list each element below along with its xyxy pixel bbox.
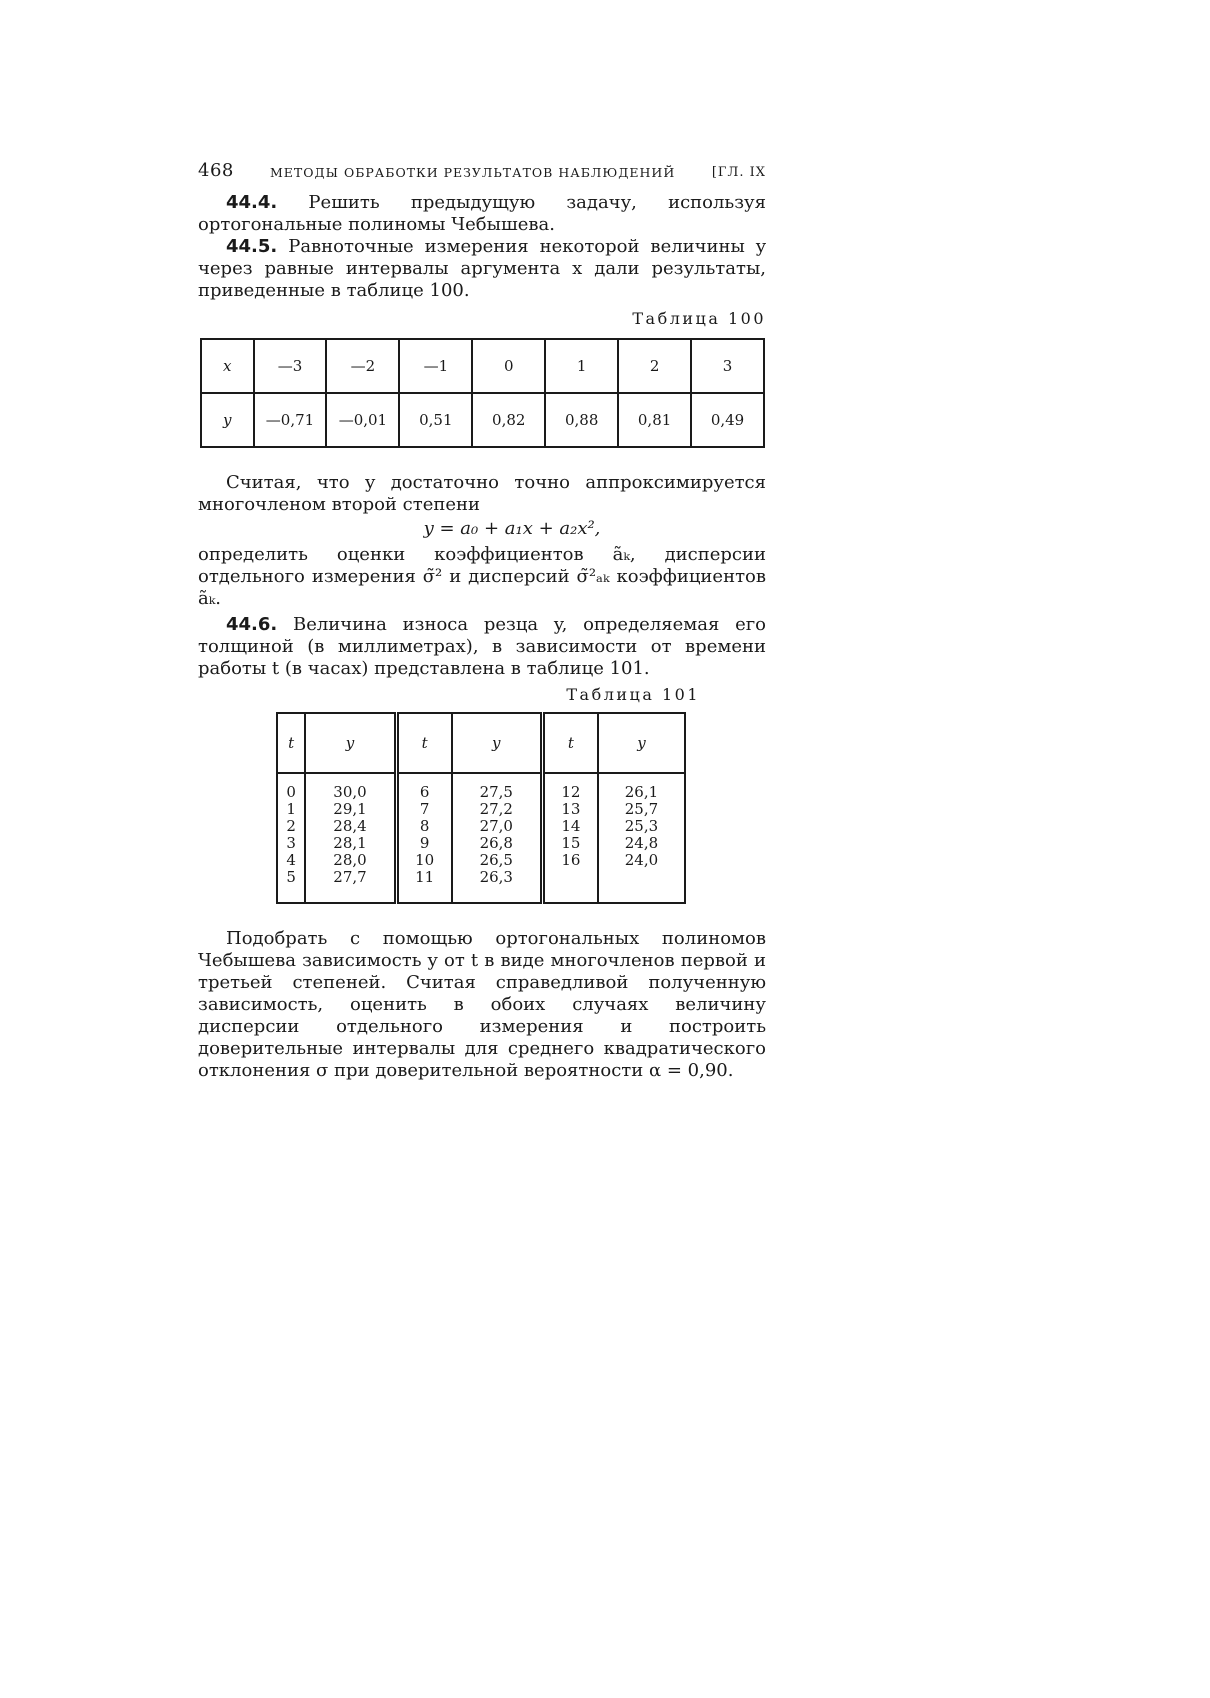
table-101-caption: Таблица 101: [566, 685, 700, 704]
table-cell: x: [201, 339, 254, 393]
table-cell: —0,71: [254, 393, 327, 447]
paragraph-task: Подобрать с помощью ортогональных полиномов Чебышева зависимость y от t в виде многочленов первой и третьей степеней. Считая справедливой полученную зависимость, оценить в обоих случаях величину дисперсии отдельного измерения и построить доверительные интервалы для среднего квадратического отклонения σ при доверительной вероятности α = 0,90.: [198, 928, 766, 1081]
column-header: t: [396, 713, 452, 773]
table-cell: 0,82: [472, 393, 545, 447]
table-cell: —0,01: [326, 393, 399, 447]
table-cell: 1: [545, 339, 618, 393]
running-title: МЕТОДЫ ОБРАБОТКИ РЕЗУЛЬТАТОВ НАБЛЮДЕНИЙ: [270, 165, 676, 180]
table-cell: 0 1 2 3 4 5: [277, 773, 305, 903]
table-cell: —1: [399, 339, 472, 393]
table-cell: 12 13 14 15 16: [542, 773, 598, 903]
table-cell: y: [201, 393, 254, 447]
table-cell: 2: [618, 339, 691, 393]
table-header-row: [277, 713, 685, 773]
book-page: [198, 160, 766, 1082]
table-cell: —3: [254, 339, 327, 393]
table-100: [200, 338, 765, 448]
table-cell: 0,49: [691, 393, 764, 447]
problem-number: 44.5.: [226, 236, 278, 257]
problem-44-6: [198, 614, 766, 680]
table-cell: 6 7 8 9 10 11: [396, 773, 452, 903]
table-cell: 0: [472, 339, 545, 393]
problem-44-4: [198, 192, 766, 236]
table-100-caption: Таблица 100: [632, 309, 766, 328]
problem-44-5: [198, 236, 766, 302]
page-header: [198, 160, 766, 186]
table-101: [276, 712, 686, 904]
paragraph-determine: определить оценки коэффициентов ãₖ, дисперсии отдельного измерения σ̃² и дисперсий σ̃²ₐₖ коэффициентов ãₖ.: [198, 544, 766, 609]
column-header: y: [305, 713, 396, 773]
column-header: t: [542, 713, 598, 773]
column-header: t: [277, 713, 305, 773]
problem-number: 44.6.: [226, 614, 278, 635]
problem-text: Равноточные измерения некоторой величины y через равные интервалы аргумента x дали результаты, приведенные в таблице 100.: [198, 236, 766, 301]
problem-text: Величина износа резца y, определяемая его толщиной (в миллиметрах), в зависимости от времени работы t (в часах) представлена в таблице 101.: [198, 614, 766, 679]
problem-text: Решить предыдущую задачу, используя ортогональные полиномы Чебышева.: [198, 192, 766, 235]
table-cell: 27,5 27,2 27,0 26,8 26,5 26,3: [452, 773, 543, 903]
table-cell: 0,81: [618, 393, 691, 447]
problem-number: 44.4.: [226, 192, 278, 213]
table-cell: 0,51: [399, 393, 472, 447]
table-cell: 3: [691, 339, 764, 393]
column-header: y: [452, 713, 543, 773]
table-row: [277, 773, 685, 903]
page-number: 468: [198, 160, 234, 181]
table-row: [201, 393, 764, 447]
table-cell: 26,1 25,7 25,3 24,8 24,0: [598, 773, 685, 903]
formula: y = a₀ + a₁x + a₂x²,: [423, 518, 601, 539]
table-cell: 30,0 29,1 28,4 28,1 28,0 27,7: [305, 773, 396, 903]
paragraph-approximation: Считая, что y достаточно точно аппроксимируется многочленом второй степени: [198, 472, 766, 515]
chapter-label: [ГЛ. IX: [711, 165, 766, 180]
table-row: [201, 339, 764, 393]
table-cell: —2: [326, 339, 399, 393]
table-cell: 0,88: [545, 393, 618, 447]
column-header: y: [598, 713, 685, 773]
